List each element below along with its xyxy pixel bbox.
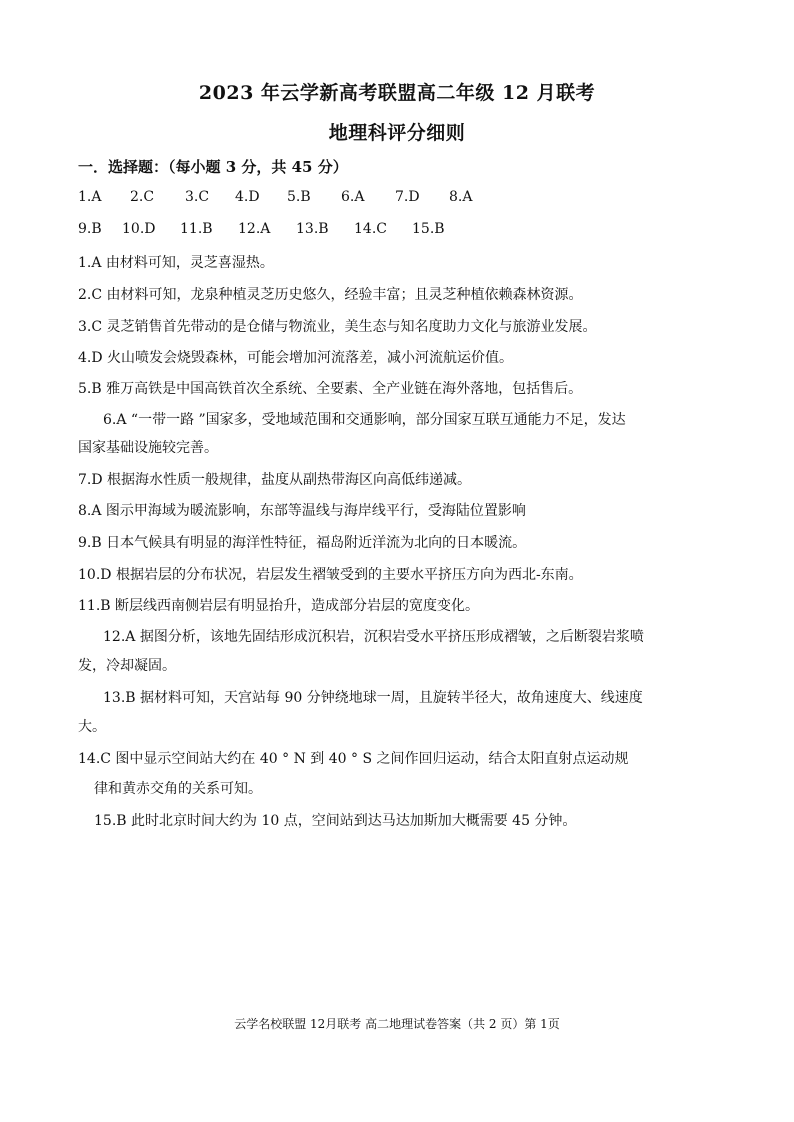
explanation-6-continued: 国家基础设施较完善。 [78,440,218,456]
explanation-14-continued: 律和黄赤交角的关系可知。 [94,781,262,797]
answer-item: 9.B [78,221,102,237]
explanation-12-continued: 发，冷却凝固。 [78,658,176,674]
section-heading-multiple-choice: 一．选择题：（每小题 3 分，共 45 分） [78,158,348,176]
answer-row-1 [78,189,472,205]
answer-item: 7.D [395,189,420,205]
explanation-10: 10.D 根据岩层的分布状况，岩层发生褶皱受到的主要水平挤压方向为西北-东南。 [78,567,583,583]
explanation-14: 14.C 图中显示空间站大约在 40 ° N 到 40 ° S 之间作回归运动，结合太阳直射点运动规 [78,751,629,767]
explanation-8: 8.A 图示甲海域为暖流影响，东部等温线与海岸线平行，受海陆位置影响 [78,503,526,519]
answer-item: 12.A [238,221,271,237]
explanation-2: 2.C 由材料可知，龙泉种植灵芝历史悠久，经验丰富；且灵芝种植依赖森林资源。 [78,287,583,303]
answer-item: 6.A [341,189,365,205]
document-subtitle: 地理科评分细则 [328,122,466,144]
answer-item: 3.C [185,189,210,205]
explanation-13: 13.B 据材料可知，天宫站每 90 分钟绕地球一周，且旋转半径大，故角速度大、线速度 [103,690,643,706]
answer-item: 8.A [449,189,473,205]
explanation-1: 1.A 由材料可知，灵芝喜湿热。 [78,255,274,271]
answer-item: 13.B [296,221,329,237]
answer-item: 15.B [412,221,445,237]
answer-item: 4.D [235,189,260,205]
answer-item: 14.C [354,221,387,237]
page-footer: 云学名校联盟 12月联考 高二地理试卷答案（共 2 页）第 1页 [234,1017,560,1031]
explanation-5: 5.B 雅万高铁是中国高铁首次全系统、全要素、全产业链在海外落地，包括售后。 [78,381,583,397]
explanation-15: 15.B 此时北京时间大约为 10 点，空间站到达马达加斯加大概需要 45 分钟。 [94,813,577,829]
explanation-6: 6.A “一带一路 ”国家多，受地域范围和交通影响，部分国家互联互通能力不足，发达 [103,412,626,428]
answer-item: 2.C [130,189,155,205]
explanation-9: 9.B 日本气候具有明显的海洋性特征，福岛附近洋流为北向的日本暖流。 [78,535,527,551]
document-title: 2023 年云学新高考联盟高二年级 12 月联考 [198,82,596,104]
answer-item: 10.D [122,221,156,237]
answer-item: 5.B [287,189,311,205]
explanation-11: 11.B 断层线西南侧岩层有明显抬升，造成部分岩层的宽度变化。 [78,598,480,614]
answer-item: 1.A [78,189,102,205]
explanation-4: 4.D 火山喷发会烧毁森林，可能会增加河流落差，减小河流航运价值。 [78,350,514,366]
answer-row-2 [78,221,445,237]
explanation-7: 7.D 根据海水性质一般规律，盐度从副热带海区向高低纬递减。 [78,472,472,488]
explanation-13-continued: 大。 [78,719,106,735]
explanation-12: 12.A 据图分析，该地先固结形成沉积岩，沉积岩受水平挤压形成褶皱，之后断裂岩浆喷 [103,629,644,645]
answer-item: 11.B [180,221,213,237]
explanation-3: 3.C 灵芝销售首先带动的是仓储与物流业，美生态与知名度助力文化与旅游业发展。 [78,319,597,335]
